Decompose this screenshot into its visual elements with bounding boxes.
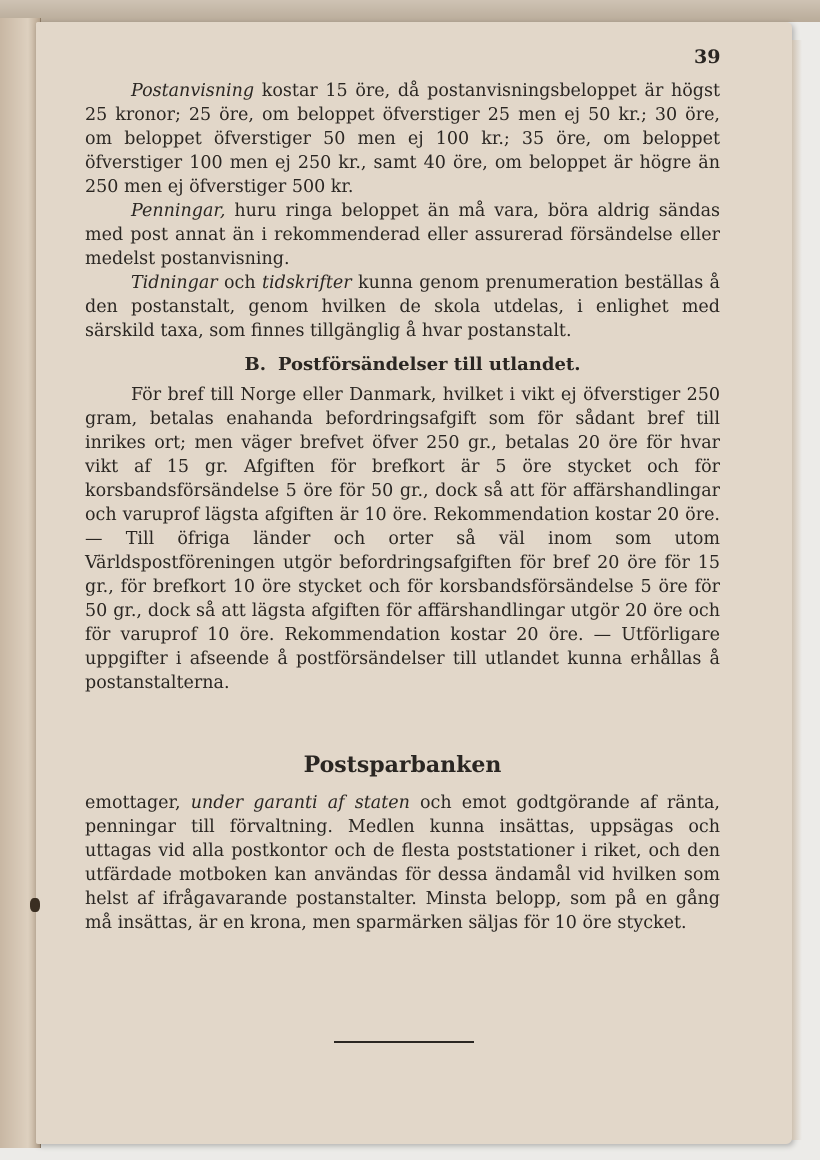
- page-number: 39: [694, 46, 721, 68]
- paragraph-tidningar: [85, 271, 720, 343]
- paragraph-postanvisning: [85, 79, 720, 199]
- page-text: [85, 79, 720, 935]
- right-page-edge: [792, 40, 802, 1140]
- text-emottager: emottager,: [85, 793, 191, 813]
- text-postanvisning: kostar 15 öre, då postanvisningsbeloppet är högst 25 kronor; 25 öre, om beloppet öfverstiger 25 men ej 50 kr.; 30 öre, om beloppet öfverstiger 50 men ej 100 kr.; 35 öre, om beloppet öfverstiger 100 men ej 250 kr., samt 40 öre, om beloppet är högre än 250 men ej öfverstiger 500 kr.: [85, 81, 720, 197]
- term-postanvisning: Postanvisning: [131, 81, 255, 101]
- book-top-edge: [0, 0, 820, 22]
- paragraph-penningar: [85, 199, 720, 271]
- term-tidningar: Tidningar: [131, 273, 218, 293]
- paragraph-utlandet: För bref till Norge eller Danmark, hvilket i vikt ej öfverstiger 250 gram, betalas enahanda befordringsafgift som för sådant bref till inrikes ort; men väger brefvet öfver 250 gr., betalas 20 öre för hvar vikt af 15 gr. Afgiften för brefkort är 5 öre stycket och för korsbandsförsändelse 5 öre för 50 gr., dock så att för affärshandlingar och varuprof lägsta afgiften är 10 öre. Rekommendation kostar 20 öre. — Till öfriga länder och orter så väl inom som utom Världspostföreningen utgör befordringsafgiften för bref 20 öre för 15 gr., för brefkort 10 öre stycket och för korsbandsförsändelse 5 öre för 50 gr., dock så att lägsta afgiften för affärshandlingar utgör 20 öre och för varuprof 10 öre. Rekommendation kostar 20 öre. — Utförligare uppgifter i afseende å postförsändelser till utlandet kunna erhållas å postanstalterna.: [85, 385, 720, 693]
- left-page-edge: [0, 18, 41, 1148]
- section-b-letter: B.: [244, 354, 266, 375]
- page-tear-mark: [30, 898, 40, 912]
- section-b-title: Postförsändelser till utlandet.: [277, 354, 581, 375]
- text-penningar: huru ringa beloppet än må vara, böra aldrig sändas med post annat än i rekommenderad eller assurerad försändelse eller medelst postanvisning.: [85, 201, 720, 269]
- term-penningar: Penningar,: [131, 201, 226, 221]
- text-tidningar: kunna genom prenumeration beställas å den postanstalt, genom hvilken de skola utdelas, i enlighet med särskild taxa, som finnes tillgänglig å hvar postanstalt.: [85, 273, 720, 341]
- section-b-heading: [85, 353, 720, 377]
- term-garanti: under garanti af staten: [190, 793, 410, 813]
- text-tidningar-och: och: [217, 273, 262, 293]
- term-tidskrifter: tidskrifter: [261, 273, 352, 293]
- closing-rule: [334, 1041, 474, 1043]
- postsparbanken-heading: Postsparbanken: [303, 752, 502, 778]
- text-postsparbanken: och emot godtgörande af ränta, penningar till förvaltning. Medlen kunna insättas, uppsägas och uttagas vid alla postkontor och de flesta poststationer i riket, och den utfärdade motboken kan användas för dessa ändamål vid hvilken som helst af ifrågavarande postanstalter. Minsta belopp, som på en gång må insättas, är en krona, men sparmärken säljas för 10 öre stycket.: [85, 793, 720, 933]
- paragraph-postsparbanken: [85, 791, 720, 935]
